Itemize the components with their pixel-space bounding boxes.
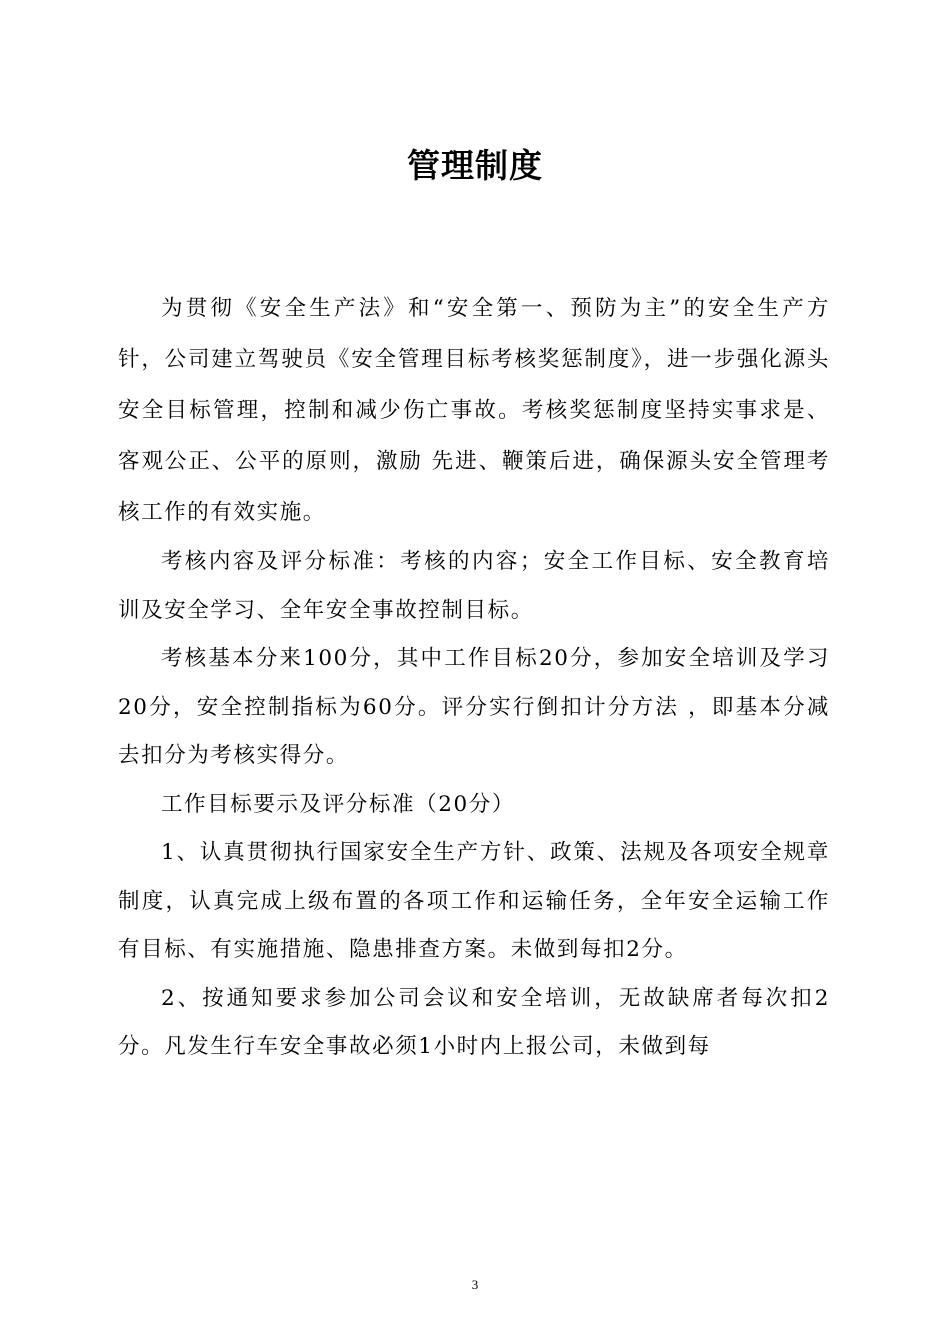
page-number: 3 xyxy=(471,1277,479,1292)
paragraph-base-score: 考核基本分来100分，其中工作目标20分，参加安全培训及学习20分，安全控制指标为60分。评分实行倒扣计分方法 ，即基本分减去扣分为考核实得分。 xyxy=(118,646,830,768)
paragraph-work-target-heading: 工作目标要示及评分标准（20分） xyxy=(161,791,515,817)
paragraph-item-2: 2、按通知要求参加公司会议和安全培训，无故缺席者每次扣2分。凡发生行车安全事故必须1小时内上报公司，未做到每 xyxy=(118,985,830,1059)
paragraph-assessment-content: 考核内容及评分标准：考核的内容；安全工作目标、安全教育培训及安全学习、全年安全事故控制目标。 xyxy=(118,549,830,623)
paragraph-intro: 为贯彻《安全生产法》和“安全第一、预防为主”的安全生产方针，公司建立驾驶员《安全管理目标考核奖惩制度》，进一步强化源头安全目标管理，控制和减少伤亡事故。考核奖惩制度坚持实事求是、客观公正、公平的原则，激励 先进、鞭策后进，确保源头安全管理考核工作的有效实施。 xyxy=(118,296,830,525)
paragraph-item-1: 1、认真贯彻执行国家安全生产方针、政策、法规及各项安全规章制度，认真完成上级布置的各项工作和运输任务，全年安全运输工作有目标、有实施措施、隐患排查方案。未做到每扣2分。 xyxy=(118,840,830,962)
document-title: 管理制度 xyxy=(407,146,543,185)
document-body xyxy=(118,283,830,1072)
